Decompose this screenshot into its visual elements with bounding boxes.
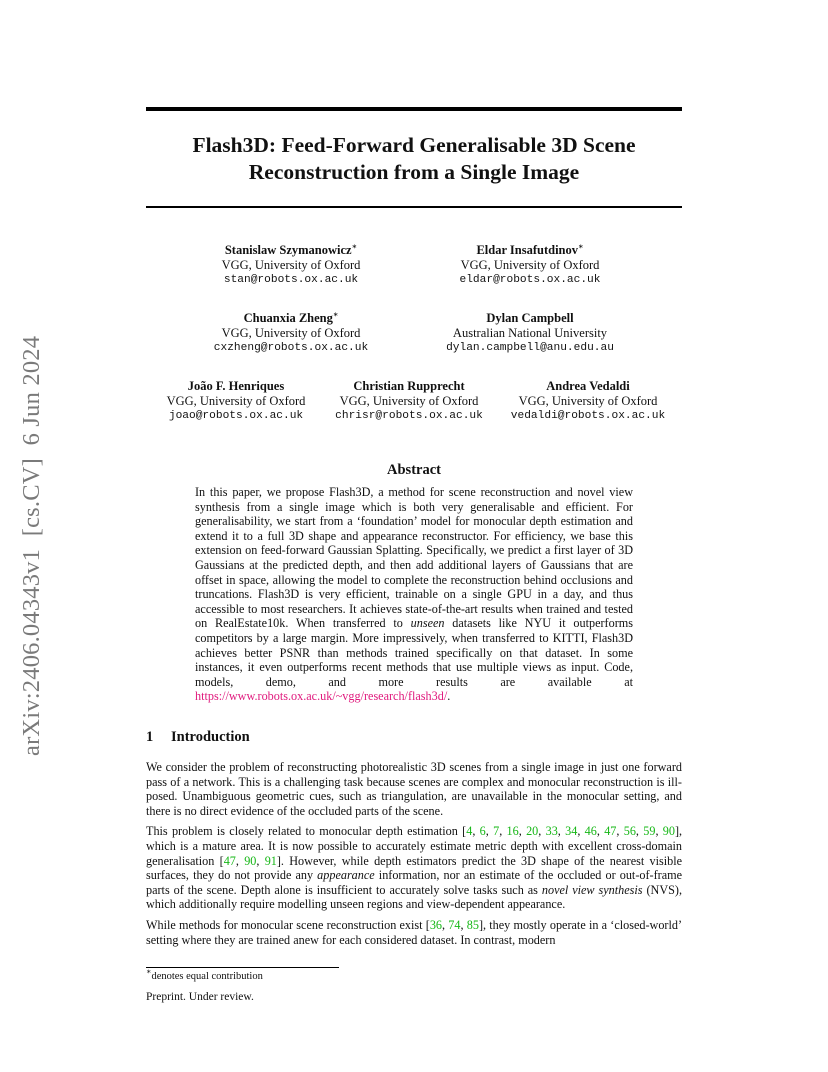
citation-link[interactable]: 90: [662, 824, 675, 839]
paragraph: We consider the problem of reconstructing photorealistic 3D scenes from a single image in just one forward pass of a network. This is a challenging task because scenes are complex and monocular reconstruction is ill-posed. Unambiguous geometric cues, such as triangulation, are unavailable in the monocular setting, and there is no direct evidence of the occluded parts of the scene.: [146, 760, 682, 818]
paper-title: [146, 132, 682, 186]
author-affiliation: VGG, University of Oxford: [221, 258, 361, 272]
author-block: [432, 243, 628, 288]
citation-link[interactable]: 7: [493, 824, 500, 839]
author-email[interactable]: dylan.campbell@anu.edu.au: [446, 342, 614, 354]
author-affiliation: Australian National University: [452, 326, 608, 340]
author-block: [422, 311, 638, 356]
project-link[interactable]: https://www.robots.ox.ac.uk/~vgg/research/flash3d/: [195, 689, 448, 704]
preprint-note: Preprint. Under review.: [146, 991, 254, 1003]
abstract-body: [195, 485, 633, 704]
author-email[interactable]: eldar@robots.ox.ac.uk: [459, 274, 601, 286]
section-number: 1: [146, 729, 154, 745]
author-block: [500, 379, 676, 424]
citation-link[interactable]: 33: [545, 824, 558, 839]
title-line-2: Reconstruction from a Single Image: [248, 160, 580, 184]
author-block: [199, 243, 383, 288]
author-name: Christian Rupprecht: [353, 379, 465, 393]
citation-link[interactable]: 59: [643, 824, 656, 839]
author-affiliation: VGG, University of Oxford: [166, 394, 306, 408]
citation-list: 47, 90, 91: [223, 853, 277, 868]
section-title: Introduction: [171, 729, 250, 745]
author-block: [325, 379, 493, 424]
author-affiliation: VGG, University of Oxford: [339, 394, 479, 408]
citation-link[interactable]: 16: [506, 824, 519, 839]
author-email[interactable]: joao@robots.ox.ac.uk: [168, 410, 304, 422]
citation-link[interactable]: 46: [584, 824, 597, 839]
introduction-body: [146, 760, 682, 953]
abstract-paragraph: In this paper, we propose Flash3D, a method for scene reconstruction and novel view synthesis from a single image which is both very generalisable and efficient. For generalisability, we start from a ‘foundation’ model for monocular depth estimation and extend it to a full 3D shape and appearance reconstructor. For efficiency, we base this extension on feed-forward Gaussian Splatting. Specifically, we predict a first layer of 3D Gaussians at the predicted depth, and then add additional layers of Gaussians that are offset in space, allowing the model to complete the reconstruction behind occlusions and truncations. Flash3D is very efficient, trainable on a single GPU in a day, and thus accessible to most researchers. It achieves state-of-the-art results when trained and tested on RealEstate10k. When transferred to unseen datasets like NYU it outperforms competitors by a large margin. More impressively, when transferred to KITTI, Flash3D achieves better PSNR than methods trained specifically on that dataset. In some instances, it even outperforms recent methods that use multiple views as input. Code, models, demo, and more results are available at https://www.robots.ox.ac.uk/~vgg/research/flash3d/.: [195, 485, 633, 704]
author-name: Chuanxia Zheng∗: [243, 310, 339, 325]
section-heading: [146, 729, 250, 746]
author-email[interactable]: stan@robots.ox.ac.uk: [223, 274, 359, 286]
paragraph: This problem is closely related to monocular depth estimation [4, 6, 7, 16, 20, 33, 34, 46, 47, 56, 59, 90], which is a mature area. It is now possible to accurately estimate metric depth with excellent cross-domain generalisation [47, 90, 91]. However, while depth estimators predict the 3D shape of the nearest visible surfaces, they do not provide any appearance information, nor an estimate of the occluded or out-of-frame parts of the scene. Depth alone is insufficient to accurately solve tasks such as novel view synthesis (NVS), which additionally require modelling unseen regions and view-dependent appearance.: [146, 824, 683, 912]
citation-link[interactable]: 20: [526, 824, 539, 839]
citation-link[interactable]: 74: [448, 917, 461, 932]
author-email[interactable]: chrisr@robots.ox.ac.uk: [335, 410, 483, 422]
author-name: Andrea Vedaldi: [546, 379, 630, 393]
citation-link[interactable]: 47: [223, 853, 236, 868]
author-block: [196, 311, 386, 356]
author-email[interactable]: vedaldi@robots.ox.ac.uk: [510, 410, 666, 422]
citation-link[interactable]: 34: [565, 824, 578, 839]
author-affiliation: VGG, University of Oxford: [518, 394, 658, 408]
citation-list: 4, 6, 7, 16, 20, 33, 34, 46, 47, 56, 59, 90: [466, 824, 675, 839]
author-affiliation: VGG, University of Oxford: [460, 258, 600, 272]
abstract-heading: Abstract: [387, 462, 441, 478]
citation-link[interactable]: 47: [604, 824, 617, 839]
citation-list: 36, 74, 85: [429, 917, 479, 932]
author-name: João F. Henriques: [187, 379, 285, 393]
citation-link[interactable]: 4: [466, 824, 473, 839]
author-name: Eldar Insafutdinov∗: [476, 242, 584, 257]
author-block: [153, 379, 319, 424]
citation-link[interactable]: 36: [429, 917, 442, 932]
title-top-rule: [146, 107, 682, 111]
title-bottom-rule: [146, 206, 682, 208]
citation-link[interactable]: 85: [466, 917, 479, 932]
citation-link[interactable]: 91: [264, 853, 277, 868]
citation-link[interactable]: 56: [623, 824, 636, 839]
footnote: ∗denotes equal contribution: [146, 967, 263, 982]
citation-link[interactable]: 90: [244, 853, 257, 868]
paragraph: While methods for monocular scene reconstruction exist [36, 74, 85], they mostly operate in a ‘closed-world’ setting where they are trained anew for each considered dataset. In contrast, modern: [146, 917, 683, 947]
footnote-rule: [146, 967, 339, 968]
author-email[interactable]: cxzheng@robots.ox.ac.uk: [213, 342, 369, 354]
arxiv-identifier: arXiv:2406.04343v1 [cs.CV] 6 Jun 2024: [18, 335, 45, 756]
title-line-1: Flash3D: Feed-Forward Generalisable 3D Scene: [192, 133, 636, 157]
author-affiliation: VGG, University of Oxford: [221, 326, 361, 340]
author-name: Dylan Campbell: [486, 311, 574, 325]
citation-link[interactable]: 6: [479, 824, 486, 839]
author-name: Stanislaw Szymanowicz∗: [224, 242, 358, 257]
